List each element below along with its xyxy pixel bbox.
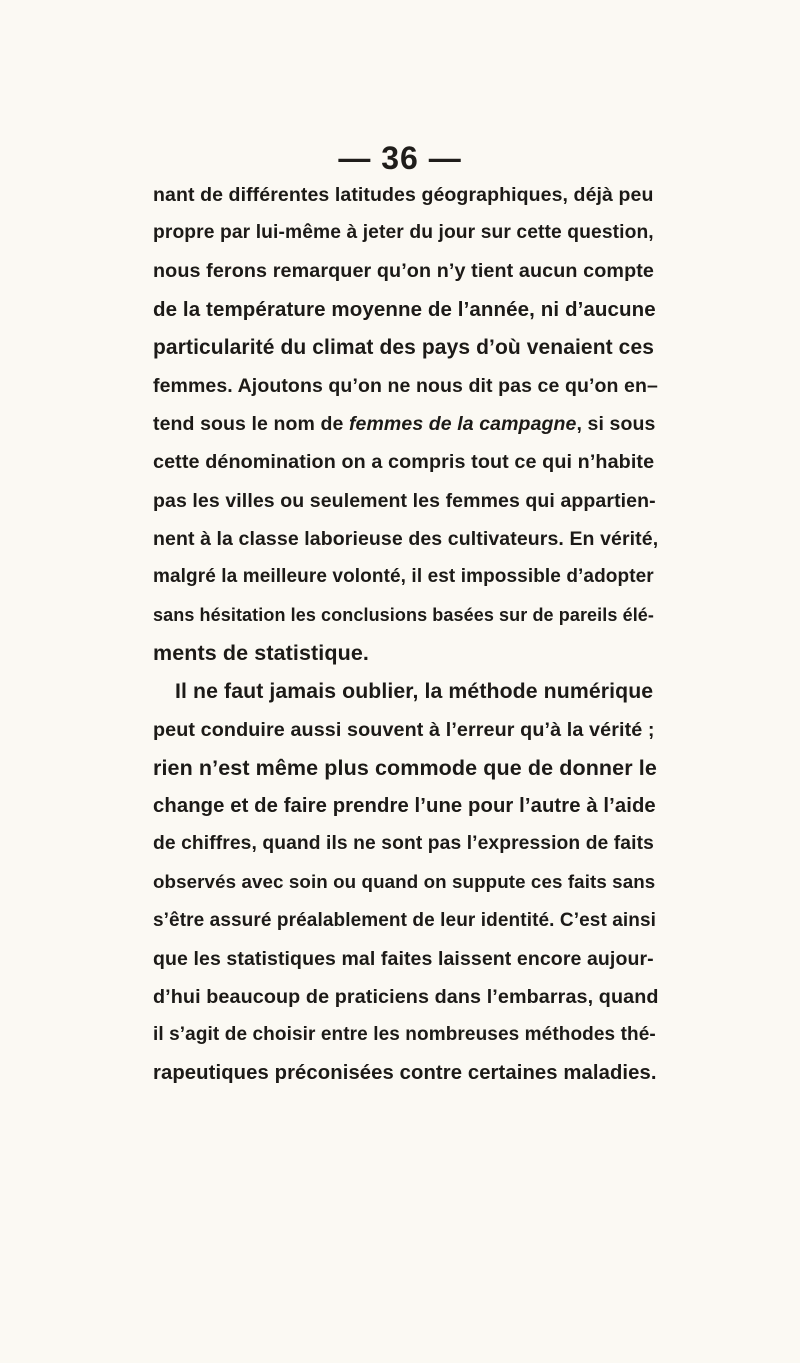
text-line: change et de faire prendre l’une pour l’autre à l’aide <box>153 795 656 817</box>
italic-phrase: femmes de la campagne <box>348 413 577 436</box>
text-line: particularité du climat des pays d’où venaient ces <box>153 335 655 359</box>
text-line: de la température moyenne de l’année, ni d’aucune <box>153 297 656 321</box>
text-line: que les statistiques mal faites laissent encore aujour- <box>153 947 654 970</box>
text-line: sans hésitation les conclusions basées sur de pareils élé- <box>153 605 655 626</box>
text-line: cette dénomination on a compris tout ce qui n’habite <box>153 451 655 474</box>
text-line: femmes. Ajoutons qu’on ne nous dit pas ce qu’on en– <box>153 374 658 397</box>
text-line: pas les villes ou seulement les femmes qui appartien- <box>153 489 656 512</box>
text-line: s’être assuré préalablement de leur identité. C’est ainsi <box>153 909 657 931</box>
text-line: nous ferons remarquer qu’on n’y tient aucun compte <box>153 260 655 283</box>
text-line: nent à la classe laborieuse des cultivateurs. En vérité, <box>153 527 659 550</box>
text-run: tend sous le nom de <box>153 413 349 436</box>
text-line: de chiffres, quand ils ne sont pas l’expression de faits <box>153 833 654 855</box>
text-line <box>153 405 656 443</box>
text-line: Il ne faut jamais oublier, la méthode numérique <box>175 679 654 704</box>
text-line: rien n’est même plus commode que de donner le <box>153 755 657 780</box>
text-run: , si sous <box>576 413 656 436</box>
text-line: d’hui beaucoup de praticiens dans l’embarras, quand <box>153 985 659 1008</box>
text-line: il s’agit de choisir entre les nombreuses méthodes thé- <box>153 1024 656 1046</box>
paragraph-1 <box>153 176 659 672</box>
page-number: — 36 — <box>338 140 462 176</box>
text-line: observés avec soin ou quand on suppute ces faits sans <box>153 871 656 893</box>
text-line: nant de différentes latitudes géographiques, déjà peu <box>153 184 654 206</box>
body-text <box>153 176 659 1093</box>
text-line: propre par lui-même à jeter du jour sur cette question, <box>153 222 654 244</box>
text-line: malgré la meilleure volonté, il est impossible d’adopter <box>153 565 654 587</box>
text-line: peut conduire aussi souvent à l’erreur qu’à la vérité ; <box>153 718 655 741</box>
paragraph-2 <box>153 672 659 1092</box>
text-line: ments de statistique. <box>153 641 369 666</box>
text-line: rapeutiques préconisées contre certaines maladies. <box>153 1062 657 1085</box>
